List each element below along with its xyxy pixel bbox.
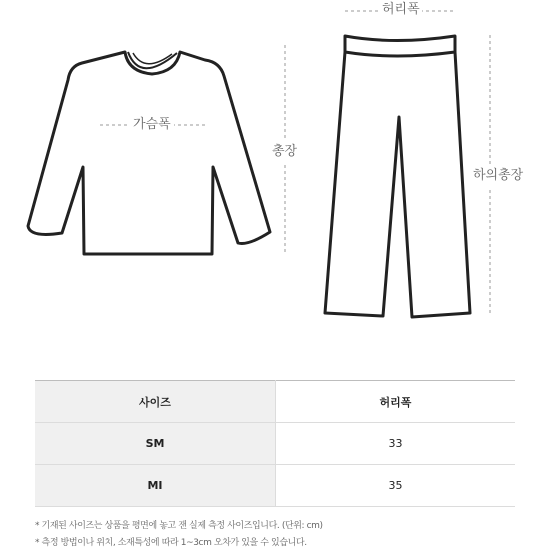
- label-total-length: 총장: [272, 142, 297, 162]
- table-row: [35, 423, 515, 465]
- table-header-row: [35, 381, 515, 423]
- size-cell: SM: [35, 423, 276, 465]
- label-pants-length: 하의총장: [473, 166, 523, 186]
- label-waist: 허리폭: [382, 2, 420, 17]
- waist-cell: 35: [276, 465, 516, 507]
- header-waist: 허리폭: [276, 381, 516, 423]
- size-cell: MI: [35, 465, 276, 507]
- label-chest: 가슴폭: [130, 117, 174, 133]
- shirt-illustration: [28, 52, 270, 254]
- size-notes: [35, 518, 323, 552]
- note-line: * 측정 방법이나 위치, 소재특성에 따라 1~3cm 오차가 있을 수 있습니다.: [35, 538, 307, 548]
- measure-guides: [100, 11, 490, 313]
- size-table: [35, 380, 515, 507]
- note-line: * 기재된 사이즈는 상품을 평면에 놓고 잰 실제 측정 사이즈입니다. (단위: cm): [35, 521, 323, 531]
- pants-illustration: [325, 36, 470, 317]
- table-row: [35, 465, 515, 507]
- header-size: 사이즈: [35, 381, 276, 423]
- waist-cell: 33: [276, 423, 516, 465]
